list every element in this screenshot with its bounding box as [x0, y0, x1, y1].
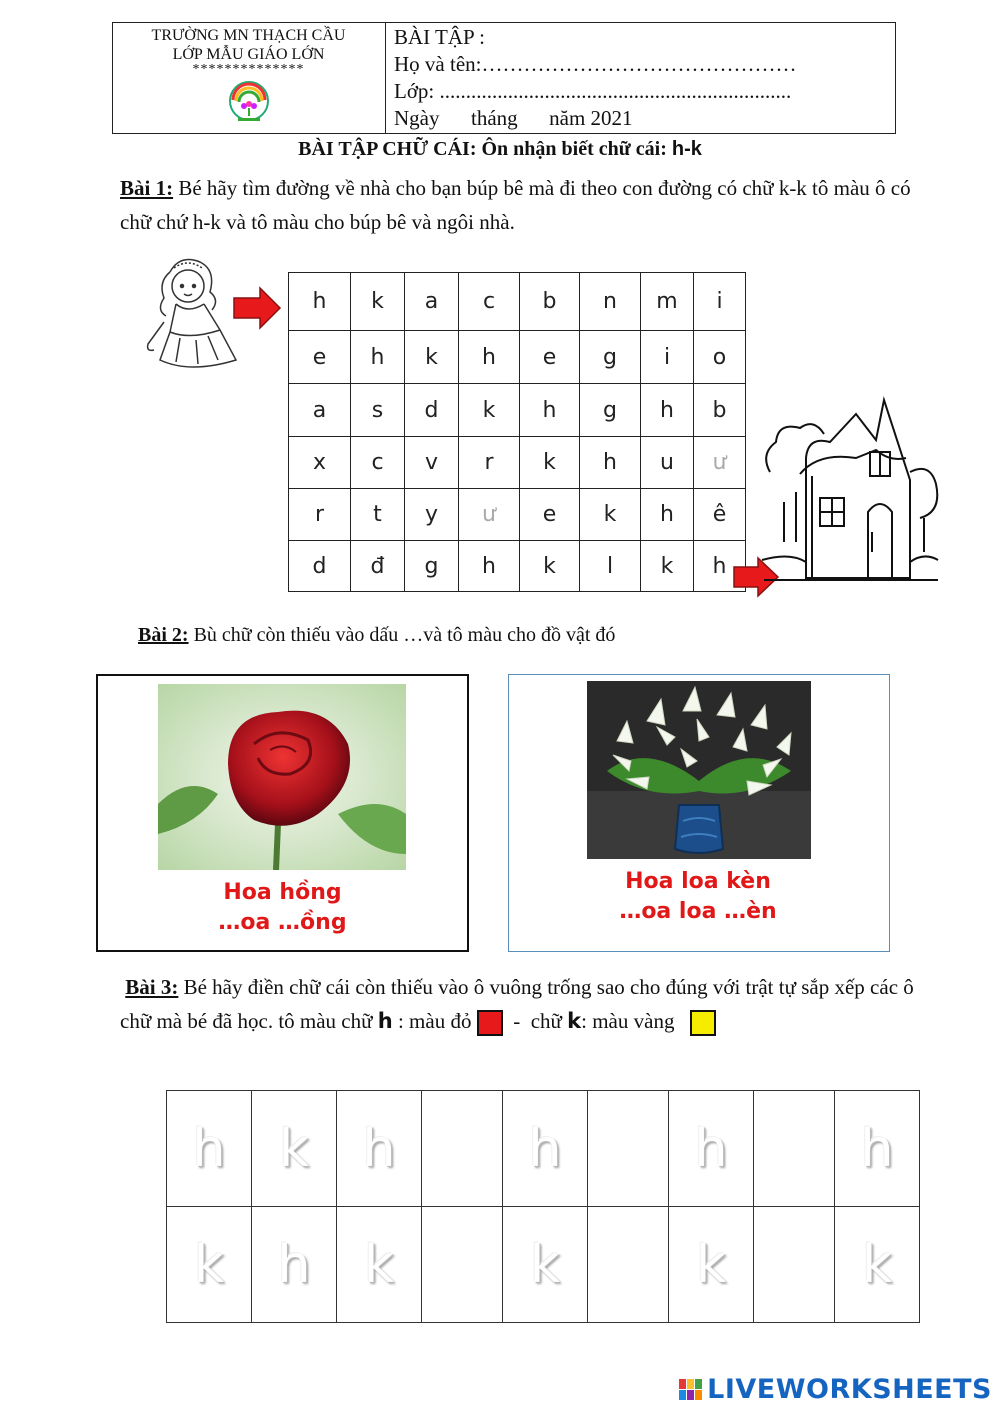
sequence-row [167, 1207, 920, 1323]
grid-cell[interactable]: a [289, 384, 351, 437]
bai3-letter-h: h [377, 1009, 393, 1033]
sequence-cell[interactable] [422, 1091, 503, 1207]
grid-cell[interactable]: u [641, 437, 694, 489]
grid-cell[interactable]: s [351, 384, 405, 437]
bai3-instruction [120, 970, 920, 1038]
rose-name: Hoa hồng [223, 880, 342, 905]
grid-cell[interactable]: k [520, 541, 580, 592]
sequence-cell[interactable]: h [252, 1207, 337, 1323]
grid-cell[interactable]: r [289, 489, 351, 541]
bai2-instruction [138, 618, 615, 652]
yellow-swatch [690, 1010, 716, 1036]
rose-blank[interactable]: …oa …ồng [218, 910, 347, 935]
grid-cell[interactable]: h [580, 437, 641, 489]
bai2-text: Bù chữ còn thiếu vào dấu …và tô màu cho đồ vật đó [188, 624, 616, 646]
exercise-label: BÀI TẬP : [394, 25, 486, 49]
school-logo-icon [224, 80, 274, 124]
grid-row [289, 384, 746, 437]
grid-cell[interactable]: h [351, 331, 405, 384]
sequence-cell[interactable]: k [167, 1207, 252, 1323]
sequence-cell[interactable] [754, 1091, 835, 1207]
grid-cell[interactable]: i [641, 331, 694, 384]
grid-cell[interactable]: h [459, 331, 520, 384]
grid-cell[interactable]: v [405, 437, 459, 489]
grid-cell[interactable]: g [405, 541, 459, 592]
grid-cell[interactable]: c [351, 437, 405, 489]
grid-cell[interactable]: ư [459, 489, 520, 541]
bai1-instruction [120, 171, 920, 239]
grid-cell[interactable]: o [694, 331, 746, 384]
lily-label [509, 867, 887, 927]
title-text: BÀI TẬP CHỮ CÁI: Ôn nhận biết chữ cái: [298, 138, 672, 160]
sequence-cell[interactable]: h [835, 1091, 920, 1207]
grid-row [289, 273, 746, 331]
sequence-grid [166, 1090, 920, 1323]
grid-cell[interactable]: r [459, 437, 520, 489]
sequence-cell[interactable] [422, 1207, 503, 1323]
grid-cell[interactable]: k [641, 541, 694, 592]
grid-cell[interactable]: k [405, 331, 459, 384]
liveworksheets-logo [679, 1374, 992, 1405]
bai3-label: Bài 3: [125, 975, 179, 999]
bai2-label: Bài 2: [138, 624, 189, 646]
student-info [394, 24, 796, 132]
grid-cell[interactable]: h [459, 541, 520, 592]
grid-cell[interactable]: ư [694, 437, 746, 489]
rose-label [98, 878, 467, 938]
grid-cell[interactable]: ê [694, 489, 746, 541]
bai3-text2: : màu đỏ [392, 1009, 477, 1033]
sequence-cell[interactable]: k [337, 1207, 422, 1323]
grid-cell[interactable]: k [351, 273, 405, 331]
sequence-cell[interactable]: h [503, 1091, 588, 1207]
grid-cell[interactable]: i [694, 273, 746, 331]
grid-cell[interactable]: g [580, 331, 641, 384]
sequence-cell[interactable]: k [503, 1207, 588, 1323]
grid-cell[interactable]: e [520, 489, 580, 541]
grid-cell[interactable]: h [641, 489, 694, 541]
sequence-cell[interactable]: h [669, 1091, 754, 1207]
red-swatch [477, 1010, 503, 1036]
grid-cell[interactable]: h [520, 384, 580, 437]
rose-image [158, 684, 406, 870]
grid-row [289, 489, 746, 541]
grid-cell[interactable]: h [641, 384, 694, 437]
name-field[interactable]: Họ và tên:……………………………………… [394, 52, 797, 76]
class-field[interactable]: Lớp: ................................................................... [394, 79, 792, 103]
arrow-right-icon [232, 286, 282, 330]
grid-cell[interactable]: c [459, 273, 520, 331]
grid-cell[interactable]: b [694, 384, 746, 437]
sequence-cell[interactable]: h [167, 1091, 252, 1207]
card-rose [96, 674, 469, 952]
doll-image [140, 252, 240, 374]
grid-cell[interactable]: k [459, 384, 520, 437]
grid-cell[interactable]: e [520, 331, 580, 384]
sequence-cell[interactable]: h [337, 1091, 422, 1207]
sequence-cell[interactable]: k [669, 1207, 754, 1323]
grid-cell[interactable]: y [405, 489, 459, 541]
sequence-cell[interactable] [754, 1207, 835, 1323]
grid-row [289, 437, 746, 489]
class-name: LỚP MẪU GIÁO LỚN [172, 46, 325, 63]
grid-cell[interactable]: k [580, 489, 641, 541]
letter-maze-grid [288, 272, 746, 592]
card-lily [508, 674, 890, 952]
bai1-text: Bé hãy tìm đường về nhà cho bạn búp bê mà đi theo con đường có chữ k-k tô màu ô có chữ chứ h-k và tô màu cho búp bê và ngôi nhà. [120, 176, 911, 234]
house-image [760, 392, 940, 582]
grid-cell[interactable]: h [289, 273, 351, 331]
bai3-dash: - chữ [502, 1009, 568, 1033]
grid-cell[interactable]: a [405, 273, 459, 331]
grid-cell[interactable]: k [520, 437, 580, 489]
grid-cell[interactable]: l [580, 541, 641, 592]
bai3-text1: Bé hãy điền chữ cái còn thiếu vào ô vuông trống sao cho đúng với trật tự sắp xếp các ô chữ mà bé đã học. tô màu chữ [120, 975, 914, 1033]
grid-cell[interactable]: d [405, 384, 459, 437]
grid-cell[interactable]: e [289, 331, 351, 384]
lily-image [587, 681, 811, 859]
sequence-cell[interactable]: k [835, 1207, 920, 1323]
grid-cell[interactable]: đ [351, 541, 405, 592]
date-field[interactable]: Ngày tháng năm 2021 [394, 106, 633, 130]
grid-cell[interactable]: t [351, 489, 405, 541]
title-letters: h-k [671, 138, 702, 160]
lily-blank[interactable]: …oa loa …èn [619, 899, 777, 924]
stars-line: ************** [192, 62, 305, 77]
grid-cell[interactable]: m [641, 273, 694, 331]
grid-cell[interactable]: d [289, 541, 351, 592]
sequence-cell[interactable]: k [252, 1091, 337, 1207]
grid-cell[interactable]: h [694, 541, 746, 592]
school-name: TRƯỜNG MN THẠCH CẦU [151, 27, 346, 44]
lws-text: LIVEWORKSHEETS [707, 1374, 992, 1405]
lily-name: Hoa loa kèn [625, 869, 771, 894]
grid-cell[interactable]: g [580, 384, 641, 437]
grid-cell[interactable]: b [520, 273, 580, 331]
sequence-cell[interactable] [588, 1091, 669, 1207]
bai3-text3: : màu vàng [581, 1009, 680, 1033]
page-title [0, 138, 1000, 161]
bai3-letter-k: k [567, 1009, 582, 1033]
grid-cell[interactable]: n [580, 273, 641, 331]
grid-cell[interactable]: x [289, 437, 351, 489]
bai1-label: Bài 1: [120, 176, 174, 200]
lws-mark-icon [679, 1379, 703, 1401]
grid-row [289, 541, 746, 592]
grid-row [289, 331, 746, 384]
sequence-cell[interactable] [588, 1207, 669, 1323]
sequence-row [167, 1091, 920, 1207]
school-block [112, 22, 386, 134]
